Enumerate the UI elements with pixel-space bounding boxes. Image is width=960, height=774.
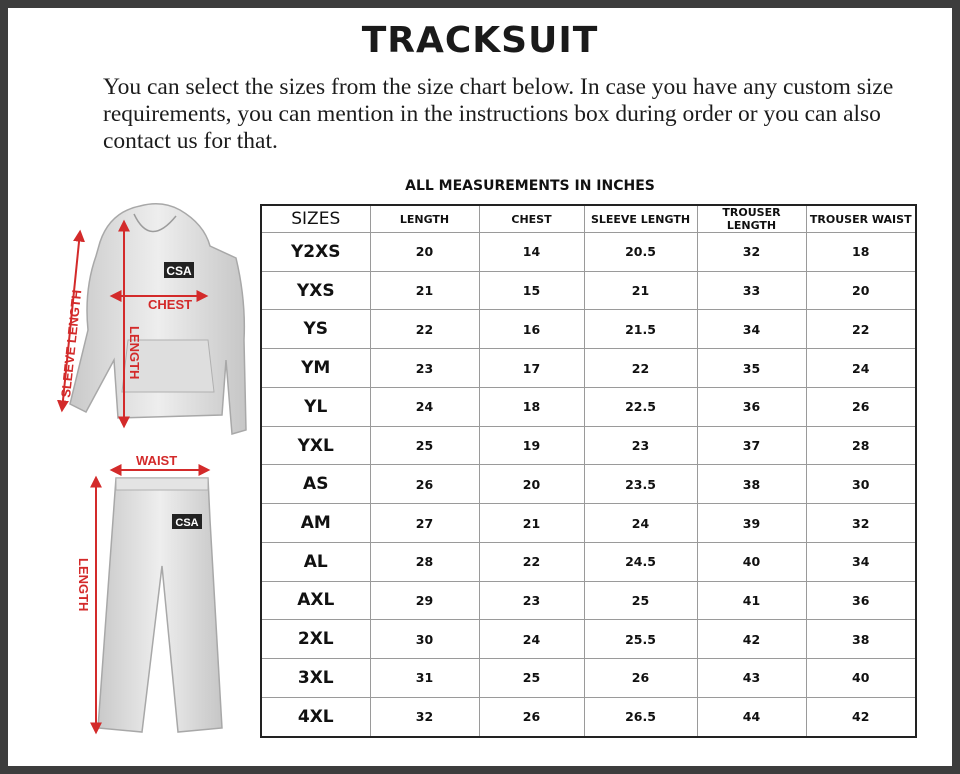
sleeve-length-cell: 21.5 — [584, 310, 697, 349]
table-row — [261, 620, 916, 659]
sleeve-length-cell: 26 — [584, 659, 697, 698]
length-cell: 26 — [370, 465, 479, 504]
intro-text: You can select the sizes from the size chart below. In case you have any custom size requirements, you can mention in the instructions box during order or you can also contact us for that. — [103, 74, 894, 154]
header-sizes: SIZES — [261, 205, 370, 233]
trouser-waist-cell: 40 — [806, 659, 916, 698]
length-cell: 22 — [370, 310, 479, 349]
chest-cell: 17 — [479, 349, 584, 388]
size-cell: YL — [261, 387, 370, 426]
size-cell: AXL — [261, 581, 370, 620]
trouser-waist-cell: 30 — [806, 465, 916, 504]
sleeve-length-cell: 22.5 — [584, 387, 697, 426]
pants-logo-text: CSA — [175, 517, 199, 529]
size-cell: AL — [261, 542, 370, 581]
hoodie-logo-text: CSA — [166, 264, 192, 278]
table-row — [261, 349, 916, 388]
header-length: LENGTH — [370, 205, 479, 233]
sleeve-length-cell: 25.5 — [584, 620, 697, 659]
hoodie-length-label: LENGTH — [127, 326, 142, 380]
size-cell: 3XL — [261, 659, 370, 698]
trouser-length-cell: 41 — [697, 581, 806, 620]
table-row — [261, 387, 916, 426]
header-trouser-waist: TROUSER WAIST — [806, 205, 916, 233]
pants-image — [98, 478, 222, 732]
sleeve-length-label: SLEEVE LENGTH — [58, 288, 85, 399]
waist-label: WAIST — [136, 453, 178, 468]
trouser-length-cell: 43 — [697, 659, 806, 698]
header-trouser-length: TROUSER LENGTH — [697, 205, 806, 233]
chest-label: CHEST — [148, 297, 193, 312]
table-row — [261, 581, 916, 620]
chest-cell: 24 — [479, 620, 584, 659]
trouser-waist-cell: 22 — [806, 310, 916, 349]
table-row — [261, 542, 916, 581]
sleeve-length-cell: 23.5 — [584, 465, 697, 504]
length-cell: 21 — [370, 271, 479, 310]
tracksuit-illustration — [0, 0, 260, 774]
length-cell: 30 — [370, 620, 479, 659]
trouser-waist-cell: 24 — [806, 349, 916, 388]
chest-cell: 15 — [479, 271, 584, 310]
chest-cell: 25 — [479, 659, 584, 698]
page-title: TRACKSUIT — [361, 20, 599, 61]
trouser-length-cell: 35 — [697, 349, 806, 388]
trouser-length-cell: 33 — [697, 271, 806, 310]
size-cell: Y2XS — [261, 233, 370, 272]
sleeve-length-cell: 20.5 — [584, 233, 697, 272]
trouser-length-cell: 34 — [697, 310, 806, 349]
trouser-length-cell: 42 — [697, 620, 806, 659]
sleeve-length-cell: 22 — [584, 349, 697, 388]
length-cell: 25 — [370, 426, 479, 465]
length-cell: 31 — [370, 659, 479, 698]
size-cell: 2XL — [261, 620, 370, 659]
size-cell: AM — [261, 504, 370, 543]
chest-cell: 14 — [479, 233, 584, 272]
header-chest: CHEST — [479, 205, 584, 233]
trouser-waist-cell: 28 — [806, 426, 916, 465]
chest-cell: 26 — [479, 697, 584, 737]
length-cell: 29 — [370, 581, 479, 620]
trouser-length-cell: 38 — [697, 465, 806, 504]
chest-cell: 16 — [479, 310, 584, 349]
header-sleeve-length: SLEEVE LENGTH — [584, 205, 697, 233]
trouser-length-cell: 39 — [697, 504, 806, 543]
trouser-waist-cell: 32 — [806, 504, 916, 543]
hoodie-image — [70, 204, 246, 434]
chest-cell: 18 — [479, 387, 584, 426]
chest-cell: 19 — [479, 426, 584, 465]
table-header-row — [261, 205, 916, 233]
length-cell: 32 — [370, 697, 479, 737]
chest-cell: 21 — [479, 504, 584, 543]
chest-cell: 22 — [479, 542, 584, 581]
table-row — [261, 233, 916, 272]
size-cell: YM — [261, 349, 370, 388]
table-row — [261, 426, 916, 465]
sleeve-length-cell: 26.5 — [584, 697, 697, 737]
table-row — [261, 659, 916, 698]
sleeve-length-cell: 24.5 — [584, 542, 697, 581]
length-cell: 20 — [370, 233, 479, 272]
length-cell: 27 — [370, 504, 479, 543]
chest-cell: 20 — [479, 465, 584, 504]
trouser-waist-cell: 18 — [806, 233, 916, 272]
trouser-length-cell: 32 — [697, 233, 806, 272]
sleeve-length-cell: 23 — [584, 426, 697, 465]
length-cell: 23 — [370, 349, 479, 388]
size-cell: YXS — [261, 271, 370, 310]
trouser-length-cell: 37 — [697, 426, 806, 465]
trouser-waist-cell: 38 — [806, 620, 916, 659]
trouser-waist-cell: 20 — [806, 271, 916, 310]
table-row — [261, 271, 916, 310]
trouser-length-cell: 36 — [697, 387, 806, 426]
trouser-length-cell: 40 — [697, 542, 806, 581]
table-row — [261, 697, 916, 737]
size-cell: 4XL — [261, 697, 370, 737]
trouser-waist-cell: 26 — [806, 387, 916, 426]
length-cell: 28 — [370, 542, 479, 581]
size-cell: YXL — [261, 426, 370, 465]
measurement-note: ALL MEASUREMENTS IN INCHES — [405, 178, 655, 194]
table-row — [261, 310, 916, 349]
trouser-waist-cell: 34 — [806, 542, 916, 581]
trouser-waist-cell: 42 — [806, 697, 916, 737]
chest-cell: 23 — [479, 581, 584, 620]
sleeve-length-cell: 25 — [584, 581, 697, 620]
sleeve-length-cell: 24 — [584, 504, 697, 543]
trouser-waist-cell: 36 — [806, 581, 916, 620]
sleeve-length-cell: 21 — [584, 271, 697, 310]
size-cell: YS — [261, 310, 370, 349]
pants-length-label: LENGTH — [76, 558, 91, 612]
size-chart-table — [260, 204, 917, 738]
trouser-length-cell: 44 — [697, 697, 806, 737]
table-row — [261, 465, 916, 504]
length-cell: 24 — [370, 387, 479, 426]
table-row — [261, 504, 916, 543]
size-cell: AS — [261, 465, 370, 504]
